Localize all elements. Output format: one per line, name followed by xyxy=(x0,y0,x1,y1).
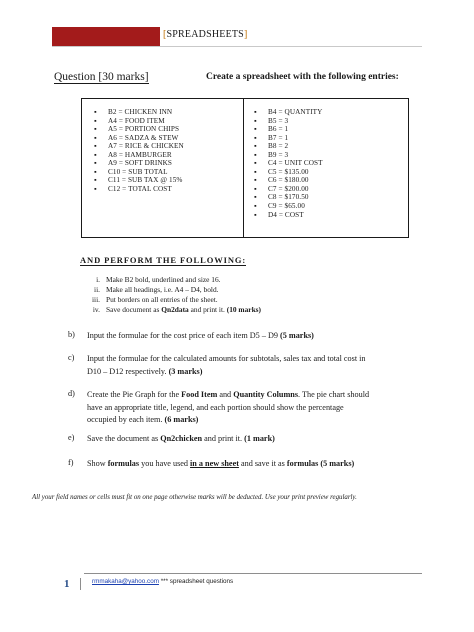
page-number: 1 xyxy=(64,578,81,590)
item-letter-f: f) xyxy=(68,458,74,467)
bullet-icon: ▪ xyxy=(254,176,257,185)
bullet-icon: ▪ xyxy=(94,184,97,193)
marks-label: (6 marks) xyxy=(164,415,199,424)
item-b xyxy=(87,330,429,343)
item-c-line2: D10 – D12 respectively. xyxy=(87,366,169,376)
entry-text: C8 = $170.50 xyxy=(268,193,309,202)
entry-row xyxy=(254,193,323,202)
entry-row xyxy=(254,151,323,160)
entry-text: C5 = $135.00 xyxy=(268,167,309,176)
entry-text: C6 = $180.00 xyxy=(268,176,309,185)
entry-row xyxy=(94,185,184,194)
entry-text: A7 = RICE & CHICKEN xyxy=(108,142,184,151)
formulas-keyword: formulas xyxy=(107,459,140,468)
item-f-text: you have used xyxy=(139,459,191,468)
sub-item-number: i. xyxy=(96,275,100,284)
item-d-line2: have an appropriate title, legend, and each portion should show the percentage xyxy=(87,402,344,412)
item-c xyxy=(87,353,429,378)
marks-label: (1 mark) xyxy=(244,434,275,443)
bullet-icon: ▪ xyxy=(254,159,257,168)
item-d-text: and xyxy=(217,390,234,399)
sub-item xyxy=(91,295,218,305)
quantity-column: Quantity Columns xyxy=(233,390,299,399)
entry-text: C12 = TOTAL COST xyxy=(108,184,172,193)
entry-text: A8 = HAMBURGER xyxy=(108,150,172,159)
item-d-text: . The pie chart should xyxy=(298,390,370,399)
entry-row xyxy=(254,159,323,168)
entry-row xyxy=(254,202,323,211)
bullet-icon: ▪ xyxy=(94,150,97,159)
footer-rule xyxy=(84,573,422,574)
entry-row xyxy=(254,134,323,143)
header-rule xyxy=(52,46,422,47)
entry-text: B2 = CHICKEN INN xyxy=(108,108,173,116)
food-item-column: Food Item xyxy=(181,390,218,399)
entry-text: B5 = 3 xyxy=(268,116,289,125)
bullet-icon: ▪ xyxy=(254,116,257,125)
item-e xyxy=(87,433,429,446)
entry-text: B7 = 1 xyxy=(268,133,289,142)
bracket-close: ] xyxy=(243,29,248,40)
table-divider xyxy=(243,99,244,237)
sub-item-number: iii. xyxy=(91,295,100,304)
entry-text: A5 = PORTION CHIPS xyxy=(108,125,180,134)
entry-row xyxy=(254,176,323,185)
bullet-icon: ▪ xyxy=(94,159,97,168)
item-b-text: Input the formulae for the cost price of each item D5 – D9 xyxy=(87,331,281,340)
entry-text: B8 = 2 xyxy=(268,142,289,151)
entry-text: B6 = 1 xyxy=(268,125,289,134)
entry-row xyxy=(254,125,323,134)
formulas-keyword: formulas xyxy=(286,459,319,468)
entries-right-column xyxy=(254,108,323,219)
sub-item-text: Make B2 bold, underlined and size 16. xyxy=(106,275,221,284)
bullet-icon: ▪ xyxy=(254,125,257,134)
bullet-icon: ▪ xyxy=(254,167,257,176)
bullet-icon: ▪ xyxy=(254,108,257,116)
sub-item xyxy=(92,305,262,315)
entry-row xyxy=(254,185,323,194)
entry-text: C7 = $200.00 xyxy=(268,184,309,193)
item-f-text: Show xyxy=(87,459,108,468)
item-d-text: Create the Pie Graph for the xyxy=(87,390,182,399)
file-name-qn2chicken: Qn2chicken xyxy=(160,434,203,443)
sub-item xyxy=(96,275,221,285)
entry-text: C4 = UNIT COST xyxy=(268,159,323,168)
header-title xyxy=(163,29,247,40)
marks-label: (5 marks) xyxy=(318,459,355,468)
item-letter-b: b) xyxy=(68,330,75,339)
bullet-icon: ▪ xyxy=(254,133,257,142)
bullet-icon: ▪ xyxy=(94,116,97,125)
entry-text: B4 = QUANTITY xyxy=(268,108,323,116)
header-color-bar xyxy=(52,27,160,46)
bullet-icon: ▪ xyxy=(94,176,97,185)
sub-item-number: ii. xyxy=(94,285,100,294)
entry-text: A6 = SADZA & STEW xyxy=(108,133,179,142)
marks-label: (10 marks) xyxy=(226,305,262,314)
entry-row xyxy=(254,142,323,151)
question-label-text: Question [30 marks] xyxy=(54,71,149,83)
bullet-icon: ▪ xyxy=(254,210,257,219)
entry-text: A9 = SOFT DRINKS xyxy=(108,159,173,168)
bullet-icon: ▪ xyxy=(254,142,257,151)
entry-row xyxy=(254,108,323,117)
sub-item-text: Save document as xyxy=(106,305,162,314)
entry-row xyxy=(254,117,323,126)
marks-label: (3 marks) xyxy=(168,366,203,376)
item-d-line3: occupied by each item. xyxy=(87,415,165,424)
entry-row xyxy=(94,168,184,177)
item-d xyxy=(87,389,429,427)
bullet-icon: ▪ xyxy=(94,142,97,151)
footnote: All your field names or cells must fit on one page otherwise marks will be deducted. Use your print preview regularly. xyxy=(32,494,357,501)
entry-text: C10 = SUB TOTAL xyxy=(108,167,168,176)
item-c-line1: Input the formulae for the calculated amounts for subtotals, sales tax and total cost in xyxy=(87,354,366,363)
entry-row xyxy=(94,134,184,143)
sub-item-number: iv. xyxy=(92,305,100,314)
entry-text: A4 = FOOD ITEM xyxy=(108,116,165,125)
bracket-open: [ xyxy=(163,29,167,40)
sub-item-text: and print it. xyxy=(188,305,227,314)
bullet-icon: ▪ xyxy=(94,133,97,142)
entry-row xyxy=(94,159,184,168)
item-letter-c: c) xyxy=(68,353,75,362)
new-sheet-keyword: in a new sheet xyxy=(190,459,239,468)
entries-table xyxy=(81,98,409,238)
entries-left-column xyxy=(94,108,184,193)
item-f-text: and save it as xyxy=(238,459,287,468)
item-f xyxy=(87,458,429,471)
sub-item xyxy=(94,285,219,295)
question-instruction: Create a spreadsheet with the following entries: xyxy=(206,72,399,82)
bullet-icon: ▪ xyxy=(94,167,97,176)
footer-text xyxy=(92,578,233,585)
entry-row xyxy=(94,125,184,134)
entry-row xyxy=(94,117,184,126)
entry-row xyxy=(94,142,184,151)
question-label xyxy=(54,71,149,83)
bullet-icon: ▪ xyxy=(254,184,257,193)
perform-heading: AND PERFORM THE FOLLOWING: xyxy=(80,255,247,265)
bullet-icon: ▪ xyxy=(254,193,257,202)
entry-row xyxy=(254,168,323,177)
entry-text: D4 = COST xyxy=(268,210,304,219)
entry-row xyxy=(94,151,184,160)
bullet-icon: ▪ xyxy=(254,150,257,159)
item-letter-e: e) xyxy=(68,433,75,442)
header-title-text: SPREADSHEETS xyxy=(166,29,244,40)
bullet-icon: ▪ xyxy=(94,125,97,134)
bullet-icon: ▪ xyxy=(254,202,257,211)
entry-row xyxy=(94,176,184,185)
item-letter-d: d) xyxy=(68,389,75,398)
entry-text: C11 = SUB TAX @ 15% xyxy=(108,176,183,185)
bullet-icon: ▪ xyxy=(94,108,97,116)
entry-row xyxy=(254,211,323,220)
footer-caption: *** spreadsheet questions xyxy=(158,578,234,585)
sub-item-text: Make all headings, i.e. A4 – D4, bold. xyxy=(106,285,219,294)
item-e-text: Save the document as xyxy=(87,434,161,443)
sub-item-text: Put borders on all entries of the sheet. xyxy=(106,295,218,304)
marks-label: (5 marks) xyxy=(280,331,314,340)
entry-text: B9 = 3 xyxy=(268,150,289,159)
file-name-qn2data: Qn2data xyxy=(161,305,189,314)
item-e-text: and print it. xyxy=(202,434,245,443)
footer-email-link[interactable]: rmmakaha@yahoo.com xyxy=(92,578,159,585)
entry-row xyxy=(94,108,184,117)
entry-text: C9 = $65.00 xyxy=(268,202,305,211)
